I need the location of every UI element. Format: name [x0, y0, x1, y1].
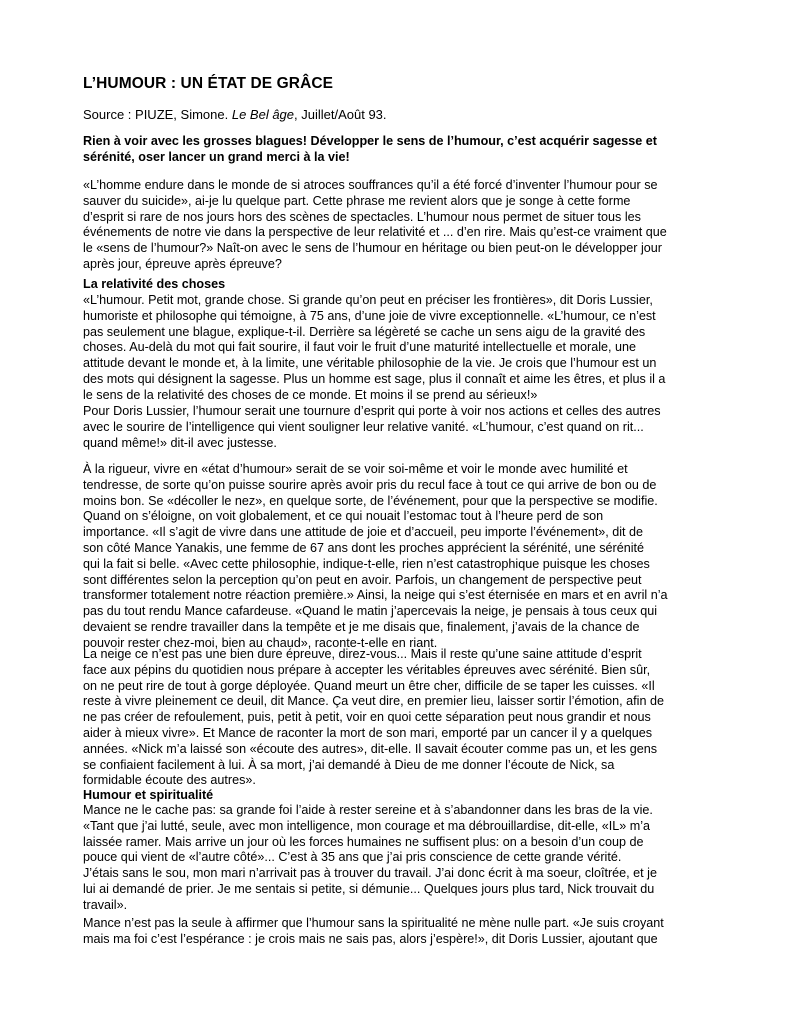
- text-line: pouce qui vient de «l’autre côté»... C’est à 35 ans que j’ai pris conscience de cette grande vérité.: [83, 850, 622, 865]
- paragraph-relativite: [83, 293, 703, 404]
- text-line: choses. Au-delà du mot qui fait sourire, il faut voir le fruit d’une maturité intellectuelle et morale, une: [83, 340, 637, 355]
- paragraph-etat-humour: [83, 462, 703, 652]
- text-line: qui la fait si belle. «Avec cette philosophie, indique-t-elle, rien n’est catastrophique puisque les choses: [83, 556, 650, 571]
- section-heading-spiritualite: Humour et spiritualité: [83, 788, 214, 802]
- text-line: «L’humour. Petit mot, grande chose. Si grande qu’on peut en préciser les frontières», dit Doris Lussier,: [83, 293, 653, 307]
- text-line: humoriste et philosophe qui témoigne, à 75 ans, d’une joie de vivre exceptionnelle. «L’humour, ce n’est: [83, 308, 656, 323]
- text-line: Mance ne le cache pas: sa grande foi l’aide à rester sereine et à s’abandonner dans les bras de la vie.: [83, 803, 653, 817]
- text-line: devaient se rendre travailler dans la tempête et je me disais que, finalement, j’avais de la chance de: [83, 619, 640, 634]
- paragraph-lussier: [83, 404, 703, 451]
- source-suffix: , Juillet/Août 93.: [294, 107, 387, 122]
- text-line: lui ai demandé de prier. Je me sentais si petite, si démunie... Quelques jours plus tard, Nick trouvait du: [83, 881, 655, 896]
- text-line: J’étais sans le sou, mon mari n’arrivait pas à trouver du travail. J’ai donc écrit à ma soeur, cloîtrée, et je: [83, 866, 657, 881]
- lead-paragraph: [83, 134, 703, 166]
- text-line: Rien à voir avec les grosses blagues! Développer le sens de l’humour, c’est acquérir sagesse et: [83, 134, 657, 148]
- text-line: aider à mieux vivre». Et Mance de raconter la mort de son mari, emporté par un cancer il y a quelques: [83, 725, 653, 740]
- text-line: face aux pépins du quotidien nous prépare à accepter les véritables épreuves avec sérénité. Bien sûr,: [83, 662, 651, 677]
- text-line: on ne peut rire de tout à gorge déployée. Quand meurt un être cher, difficile de se taper les cuisses. «Il: [83, 678, 655, 693]
- text-line: quand même!» dit-il avec justesse.: [83, 435, 277, 450]
- text-line: Quand on s’éloigne, on voit globalement, et ce qui nouait l’estomac tout à l’heure perd de son: [83, 509, 604, 524]
- text-line: Mance n’est pas la seule à affirmer que l’humour sans la spiritualité ne mène nulle part. «Je suis croyant: [83, 916, 664, 930]
- text-line: d’esprit si rare de nos jours hors des scènes de spectacles. L’humour nous permet de situer tous les: [83, 209, 641, 224]
- text-line: «L’homme endure dans le monde de si atroces souffrances qu’il a été forcé d’inventer l’humour pour se: [83, 178, 658, 192]
- text-line: «Tant que j’ai lutté, seule, avec mon intelligence, mon courage et ma débrouillardise, dit-elle, «IL» m’a: [83, 818, 651, 833]
- text-line: événements de notre vie dans la perspective de leur relativité et ... d’en rire. Mais qu’est-ce vraiment que: [83, 225, 667, 240]
- paragraph-spiritualite: [83, 803, 703, 914]
- text-line: attitude devant le monde et, à la limite, une véritable philosophie de la vie. Je crois que l’humour est un: [83, 356, 657, 371]
- text-line: se confiaient facilement à lui. À sa mort, j’ai demandé à Dieu de me donner l’écoute de Nick, sa: [83, 757, 615, 772]
- text-line: tendresse, de sorte qu’on puisse sourire après avoir pris du recul face à tout ce qui arrive de bon ou de: [83, 477, 657, 492]
- source-prefix: Source : PIUZE, Simone.: [83, 107, 232, 122]
- text-line: laissée ramer. Mais arrive un jour où les forces humaines ne suffisent plus: on a besoin d’un coup de: [83, 834, 644, 849]
- text-line: À la rigueur, vivre en «état d’humour» serait de se voir soi-même et voir le monde avec humilité et: [83, 462, 628, 476]
- text-line: formidable écoute des autres».: [83, 773, 256, 788]
- text-line: reste à vivre pleinement ce deuil, dit Mance. Ça veut dire, en premier lieu, laisser sortir l’émotion, afin de: [83, 694, 664, 709]
- text-line: Pour Doris Lussier, l’humour serait une tournure d’esprit qui porte à voir nos actions et celles des autres: [83, 404, 661, 418]
- paragraph-neige: [83, 647, 703, 789]
- text-line: des mots qui désignent la sagesse. Plus un homme est sage, plus il connaît et aime les êtres, et plus il a: [83, 371, 666, 386]
- text-line: sont différentes selon la perception qu’on peut en avoir. Parfois, un changement de perspective peut: [83, 572, 642, 587]
- text-line: pas seulement une blague, explique-t-il. Derrière sa légèreté se cache un sens aigu de la gravité des: [83, 324, 646, 339]
- text-line: La neige ce n’est pas une bien dure épreuve, direz-vous... Mais il reste qu’une saine attitude d’esprit: [83, 647, 642, 661]
- text-line: après jour, épreuve après épreuve?: [83, 256, 282, 271]
- text-line: le sens de la relativité des choses de ce monde. Et moins il se prend au sérieux!»: [83, 387, 538, 402]
- text-line: années. «Nick m’a laissé son «écoute des autres», dit-elle. Il savait écouter comme pas un, et les gens: [83, 741, 658, 756]
- text-line: son côté Mance Yanakis, une femme de 67 ans dont les proches apprécient la sérénité, une sérénité: [83, 540, 644, 555]
- text-line: pas du tout rendu Mance cafardeuse. «Quand le matin j’apercevais la neige, je pensais à tous ceux qui: [83, 604, 658, 619]
- text-line: ne pas créer de refoulement, puis, petit à petit, voir en quoi cette séparation peut nous grandir et nous: [83, 710, 651, 725]
- text-line: moins bon. Se «décoller le nez», en quelque sorte, de l’événement, pour que la perspective se modifie.: [83, 493, 658, 508]
- text-line: travail».: [83, 897, 128, 912]
- paragraph-esperance: [83, 916, 703, 948]
- text-line: transformer totalement notre réaction première.» Ainsi, la neige qui s’est éternisée en mars et en avril n’a: [83, 588, 668, 603]
- text-line: sauver du suicide», ai-je lu quelque part. Cette phrase me revient alors que je songe à cette forme: [83, 193, 631, 208]
- text-line: le «sens de l’humour?» Naît-on avec le sens de l’humour en héritage ou bien peut-on le développer jour: [83, 241, 662, 256]
- text-line: importance. «Il s’agit de vivre dans une attitude de joie et d’accueil, peu importe l’événement», dit de: [83, 525, 644, 540]
- text-line: sérénité, oser lancer un grand merci à la vie!: [83, 149, 350, 164]
- source-citation: [83, 107, 387, 122]
- section-heading-relativite: La relativité des choses: [83, 277, 226, 291]
- paragraph-intro: [83, 178, 703, 273]
- page-title: L’HUMOUR : UN ÉTAT DE GRÂCE: [83, 75, 334, 92]
- text-line: avec le sourire de l’intelligence qui vient souligner leur relative vanité. «L’humour, c’est quand on rit...: [83, 419, 644, 434]
- text-line: mais ma foi c’est l’espérance : je crois mais ne sais pas, alors j’espère!», dit Doris Lussier, ajoutant que: [83, 931, 658, 946]
- source-work: Le Bel âge: [231, 107, 295, 122]
- text-line: pouvoir rester chez-moi, bien au chaud», raconte-t-elle en riant.: [83, 635, 438, 650]
